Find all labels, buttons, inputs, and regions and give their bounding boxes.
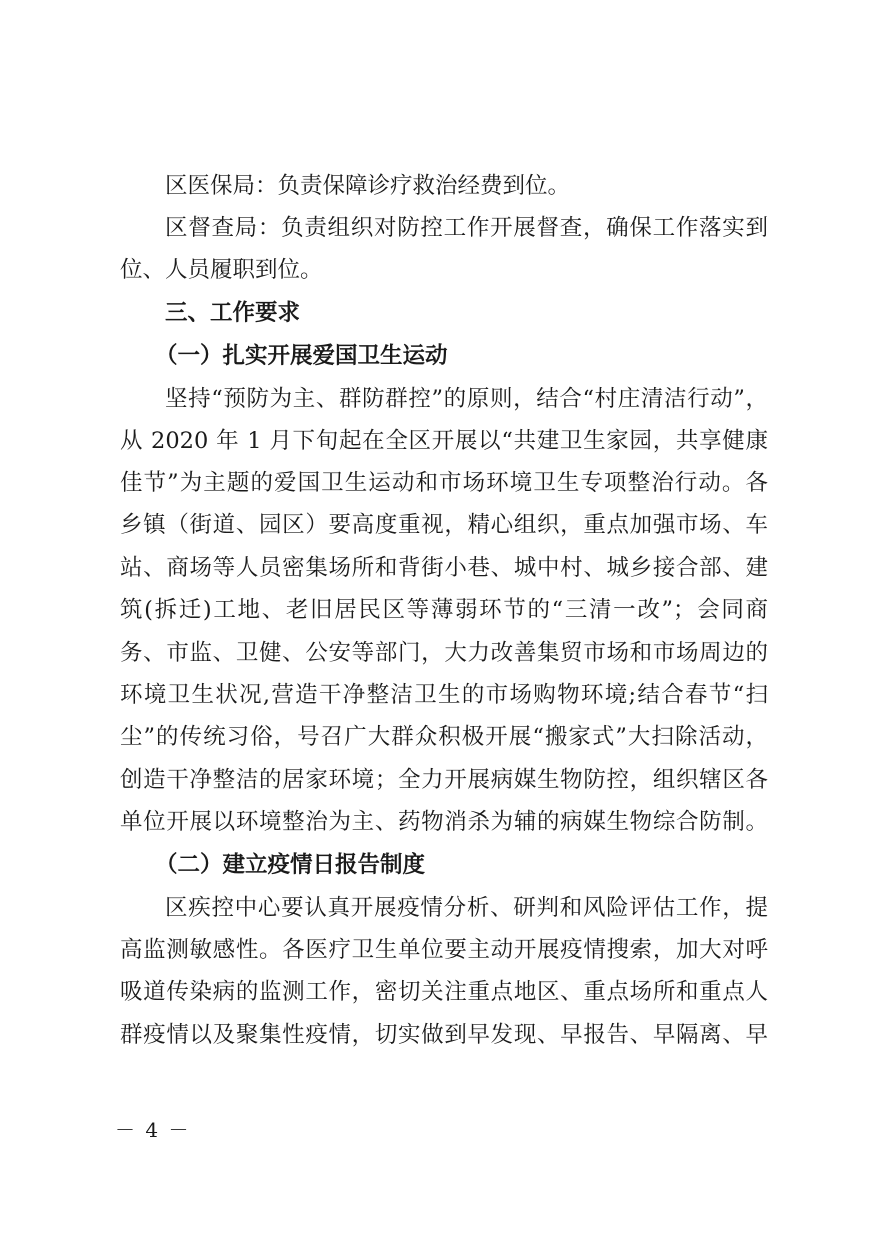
- body-line: 站、商场等人员密集场所和背街小巷、城中村、城乡接合部、建: [120, 555, 768, 581]
- body-line: 乡镇（街道、园区）要高度重视，精心组织，重点加强市场、车: [120, 512, 768, 538]
- body-line: 环境卫生状况,营造干净整洁卫生的市场购物环境;结合春节“扫: [120, 682, 768, 708]
- subheading-daily-report: （二）建立疫情日报告制度: [155, 852, 426, 878]
- section-heading-work-requirements: 三、工作要求: [165, 300, 301, 326]
- para-supervision-line2: 位、人员履职到位。: [120, 257, 323, 283]
- body-line: 尘”的传统习俗，号召广大群众积极开展“搬家式”大扫除活动，: [120, 724, 768, 750]
- body-line: 佳节”为主题的爱国卫生运动和市场环境卫生专项整治行动。各: [120, 470, 768, 496]
- body-line: 群疫情以及聚集性疫情，切实做到早发现、早报告、早隔离、早: [120, 1022, 768, 1048]
- subheading-patriotic-health: （一）扎实开展爱国卫生运动: [155, 343, 448, 369]
- page-number: － 4 －: [115, 1118, 191, 1142]
- body-line: 从 2020 年 1 月下旬起在全区开展以“共建卫生家园，共享健康: [120, 428, 768, 454]
- body-line: 创造干净整洁的居家环境；全力开展病媒生物防控，组织辖区各: [120, 767, 768, 793]
- para-supervision-line1: 区督查局：负责组织对防控工作开展督查，确保工作落实到: [165, 215, 768, 241]
- body-line: 吸道传染病的监测工作，密切关注重点地区、重点场所和重点人: [120, 979, 768, 1005]
- body-line: 高监测敏感性。各医疗卫生单位要主动开展疫情搜索，加大对呼: [120, 937, 768, 963]
- body-line: 坚持“预防为主、群防群控”的原则，结合“村庄清洁行动”，: [165, 386, 768, 412]
- body-line: 务、市监、卫健、公安等部门，大力改善集贸市场和市场周边的: [120, 640, 768, 666]
- para-medical-insurance: 区医保局：负责保障诊疗救治经费到位。: [165, 173, 571, 199]
- body-line: 区疾控中心要认真开展疫情分析、研判和风险评估工作，提: [165, 895, 768, 921]
- body-line: 筑(拆迁)工地、老旧居民区等薄弱环节的“三清一改”；会同商: [120, 597, 768, 623]
- body-line: 单位开展以环境整治为主、药物消杀为辅的病媒生物综合防制。: [120, 809, 768, 835]
